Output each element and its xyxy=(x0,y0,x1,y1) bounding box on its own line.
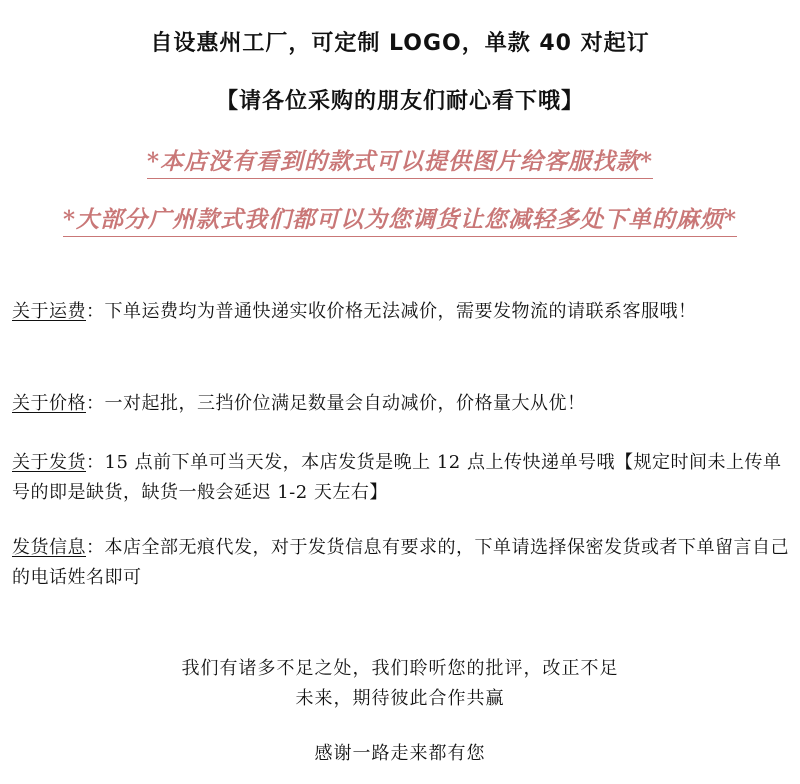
section-text: ：下单运费均为普通快递实收价格无法减价，需要发物流的请联系客服哦！ xyxy=(86,301,697,322)
section-delivery xyxy=(12,448,792,508)
section-price xyxy=(12,389,792,419)
section-text: ：一对起批，三挡价位满足数量会自动减价，价格量大从优！ xyxy=(86,393,586,414)
section-shipping-info xyxy=(12,533,792,593)
closing-thanks: 感谢一路走来都有您 xyxy=(314,743,486,764)
notice-line-2 xyxy=(0,201,800,234)
section-shipping-fee xyxy=(12,297,792,327)
section-label: 关于价格 xyxy=(12,393,86,414)
section-label: 关于运费 xyxy=(12,301,86,322)
closing-line-1: 我们有诸多不足之处，我们聆听您的批评，改正不足 xyxy=(181,658,619,679)
closing-line-2: 未来，期待彼此合作共赢 xyxy=(295,688,505,709)
header-subtitle: 【请各位采购的朋友们耐心看下哦】 xyxy=(215,89,584,114)
section-label: 发货信息 xyxy=(12,537,86,558)
notice-line-1 xyxy=(0,143,800,176)
section-text: ：本店全部无痕代发，对于发货信息有要求的，下单请选择保密发货或者下单留言自己的电话姓名即可 xyxy=(12,537,789,588)
section-text: ：15 点前下单可当天发，本店发货是晚上 12 点上传快递单号哦【规定时间未上传单号的即是缺货，缺货一般会延迟 1-2 天左右】 xyxy=(12,452,782,503)
notice-line-1-text: *本店没有看到的款式可以提供图片给客服找款* xyxy=(147,148,653,179)
section-label: 关于发货 xyxy=(12,452,86,473)
notice-line-2-text: *大部分广州款式我们都可以为您调货让您减轻多处下单的麻烦* xyxy=(63,206,737,237)
header-title: 自设惠州工厂，可定制 LOGO，单款 40 对起订 xyxy=(150,31,650,56)
